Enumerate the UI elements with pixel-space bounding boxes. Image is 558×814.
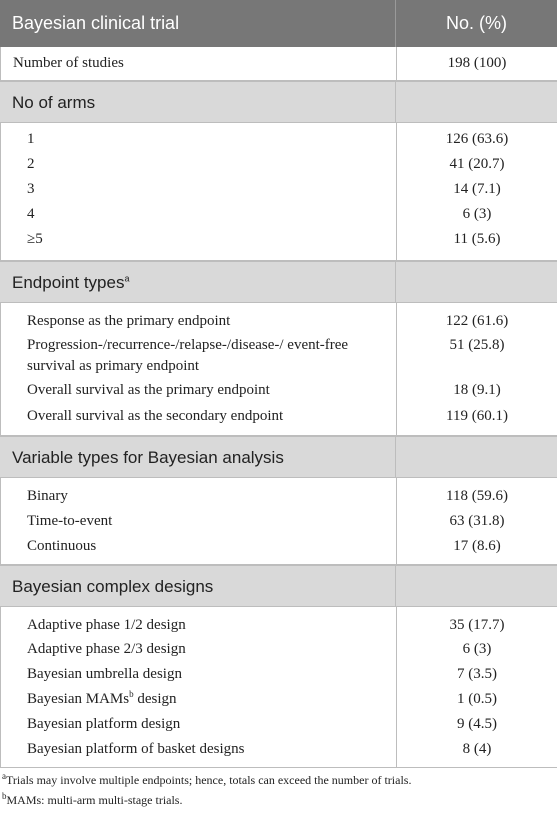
list-item: Response as the primary endpoint <box>27 313 231 329</box>
table-row-group <box>0 123 557 261</box>
list-item: Bayesian MAMs$^b$ design <box>27 689 177 707</box>
section-title: No of arms <box>0 82 396 122</box>
list-item: Overall survival as the secondary endpoint <box>27 408 284 424</box>
cell-value: 14 (7.1) <box>453 181 501 197</box>
list-item: Overall survival as the primary endpoint <box>27 382 270 398</box>
cell-value: 51 (25.8) <box>449 337 505 353</box>
list-item: 4 <box>27 206 35 222</box>
cell-value: 119 (60.1) <box>446 408 508 424</box>
footnote-mark: a <box>124 273 130 284</box>
header-col2: No. (%) <box>445 13 507 33</box>
cell-value: 1 (0.5) <box>457 691 497 707</box>
cell-value: 6 (3) <box>462 641 492 657</box>
footnote-mark: a <box>2 771 6 781</box>
section-title: Endpoint types$^a$ <box>0 262 396 302</box>
cell-value: 18 (9.1) <box>453 382 501 398</box>
list-item: 2 <box>27 156 35 172</box>
cell-value: 17 (8.6) <box>453 538 501 554</box>
list-item: Bayesian umbrella design <box>27 666 182 682</box>
cell-value: 126 (63.6) <box>445 131 509 147</box>
section-header <box>0 436 557 478</box>
list-item: Adaptive phase 1/2 design <box>27 617 186 633</box>
list-item: Progression-/recurrence-/relapse-/disease-/ event-free survival as primary endpoint <box>27 337 349 374</box>
section-header <box>0 261 557 303</box>
table-row-group <box>0 607 557 768</box>
cell-value: 7 (3.5) <box>457 666 497 682</box>
list-item: ≥5 <box>27 231 43 247</box>
footnote: $^a$Trials may involve multiple endpoints; hence, totals can exceed the number of trials. <box>2 771 412 787</box>
list-item: Time-to-event <box>27 513 113 529</box>
table-row-group <box>0 478 557 565</box>
cell-value: 9 (4.5) <box>457 716 497 732</box>
header-col1: Bayesian clinical trial <box>0 0 396 47</box>
list-item: Bayesian platform of basket designs <box>27 741 245 757</box>
cell-value: 8 (4) <box>462 741 492 757</box>
list-item: Binary <box>27 488 68 504</box>
footnote-mark: b <box>129 689 134 699</box>
cell-value: 118 (59.6) <box>446 488 508 504</box>
cell-value: 122 (61.6) <box>445 313 509 329</box>
list-item: Adaptive phase 2/3 design <box>27 641 186 657</box>
total-label: Number of studies <box>13 55 124 71</box>
table-row-group <box>0 303 557 436</box>
cell-value: 63 (31.8) <box>449 513 505 529</box>
list-item: 3 <box>27 181 35 197</box>
cell-value: 41 (20.7) <box>449 156 505 172</box>
section-title: Variable types for Bayesian analysis <box>0 437 396 477</box>
total-value: 198 (100) <box>447 55 507 71</box>
section-header <box>0 81 557 123</box>
section-title: Bayesian complex designs <box>0 566 396 606</box>
table-header <box>0 0 557 47</box>
footnote-mark: b <box>2 791 7 801</box>
table-footnotes <box>0 770 557 810</box>
cell-value: 11 (5.6) <box>453 231 501 247</box>
cell-value: 6 (3) <box>462 206 492 222</box>
list-item: 1 <box>27 131 35 147</box>
list-item: Continuous <box>27 538 97 554</box>
footnote: $^b$MAMs: multi-arm multi-stage trials. <box>2 791 183 807</box>
section-header <box>0 565 557 607</box>
table-row <box>0 47 557 81</box>
cell-value: 35 (17.7) <box>449 617 505 633</box>
list-item: Bayesian platform design <box>27 716 181 732</box>
